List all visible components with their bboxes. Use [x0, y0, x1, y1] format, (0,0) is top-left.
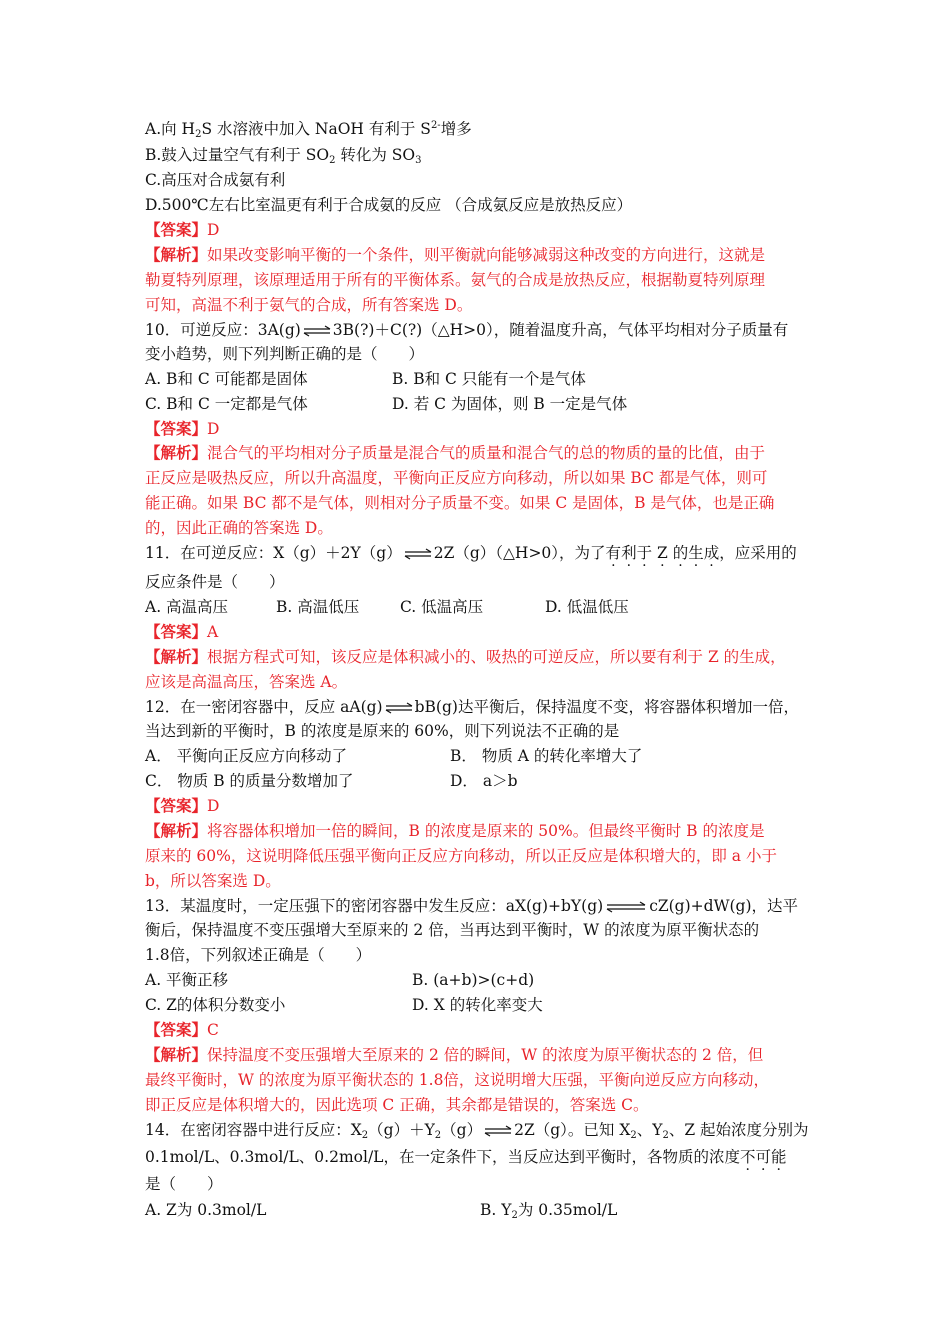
q10-option-d: D. 若 C 为固体，则 B 一定是气体	[392, 395, 628, 413]
q9-analysis-line-3: 可知，高温不利于氨气的合成，所有答案选 D。	[145, 296, 473, 314]
q9-option-c: C.高压对合成氨有利	[145, 171, 286, 189]
q13-stem-line-2: 衡后，保持温度不变压强增大至原来的 2 倍，当再达到平衡时，W 的浓度为原平衡状态的	[145, 921, 760, 939]
equilibrium-arrow-icon	[483, 1125, 513, 1137]
q10-analysis-line-2: 正反应是吸热反应，所以升高温度，平衡向正反应方向移动，所以如果 BC 都是气体，则可	[145, 469, 768, 487]
q12-option-c: C． 物质 B 的质量分数增加了	[145, 772, 354, 790]
q11-option-d: D. 低温低压	[545, 598, 629, 616]
q14-stem-line-3: 是（ ）	[145, 1175, 223, 1193]
q13-stem-line-3: 1.8倍，下列叙述正确是（ ）	[145, 946, 372, 964]
q9-analysis-line-2: 勒夏特列原理，该原理适用于所有的平衡体系。氨气的合成是放热反应，根据勒夏特列原理	[145, 271, 766, 289]
q12-analysis-line-2: 原来的 60%，这说明降低压强平衡向正反应方向移动，所以正反应是体积增大的，即 a 小于	[145, 847, 777, 865]
q13-analysis-line-3: 即正反应是体积增大的，因此选项 C 正确，其余都是错误的，答案选 C。	[145, 1096, 649, 1114]
q10-analysis-line-3: 能正确。如果 BC 都不是气体，则相对分子质量不变。如果 C 是固体，B 是气体，也是正确	[145, 494, 775, 512]
q10-option-c: C. B和 C 一定都是气体	[145, 395, 308, 413]
q13-stem-line-1: 13．某温度时，一定压强下的密闭容器中发生反应：aX(g)+bY(g) cZ(g)+dW(g)，达平	[145, 897, 799, 915]
q11-analysis-line-2: 应该是高温高压，答案选 A。	[145, 673, 348, 691]
q13-option-d: D. X 的转化率变大	[412, 996, 543, 1014]
q10-answer: 【答案】D	[145, 419, 220, 438]
q10-stem-line-2: 变小趋势，则下列判断正确的是（ ）	[145, 345, 425, 363]
q13-option-b: B. (a+b)>(c+d)	[412, 971, 535, 989]
q10-analysis-line-4: 的，因此正确的答案选 D。	[145, 519, 333, 537]
q14-stem-line-2: 0.1mol/L、0.3mol/L、0.2mol/L，在一定条件下，当反应达到平衡时，各物质的浓度不可能	[145, 1148, 787, 1166]
q9-option-a: A.向 $H_2S$ 水溶液中加入 NaOH 有利于 $S^{2-}$增多	[145, 120, 472, 140]
equilibrium-arrow-icon	[384, 702, 414, 714]
q11-answer: 【答案】A	[145, 622, 219, 641]
q10-stem-line-1: 10．可逆反应：3A(g) 3B(?)＋C(?)（△H>0），随着温度升高，气体平均相对分子质量有	[145, 321, 789, 339]
q12-option-b: B． 物质 A 的转化率增大了	[450, 747, 643, 765]
q9-option-b: B.鼓入过量空气有利于 $SO_2$ 转化为 $SO_3$	[145, 146, 422, 166]
q13-analysis-line-1: 【解析】保持温度不变压强增大至原来的 2 倍的瞬间，W 的浓度为原平衡状态的 2 倍，但	[145, 1045, 764, 1064]
q12-stem-line-1: 12．在一密闭容器中，反应 aA(g) bB(g)达平衡后，保持温度不变，将容器体积增加一倍，	[145, 698, 799, 716]
q12-option-d: D． a＞b	[450, 772, 518, 790]
q13-answer: 【答案】C	[145, 1020, 219, 1039]
q14-option-a: A. Z为 0.3mol/L	[145, 1201, 267, 1219]
q11-option-b: B. 高温低压	[276, 598, 360, 616]
q12-stem-line-2: 当达到新的平衡时，B 的浓度是原来的 60%，则下列说法不正确的是	[145, 722, 620, 740]
q11-option-c: C. 低温高压	[400, 598, 484, 616]
q14-option-b: B. $Y_2$为 0.35mol/L	[480, 1201, 618, 1221]
q11-stem-line-2: 反应条件是（ ）	[145, 573, 285, 591]
q12-analysis-line-3: b，所以答案选 D。	[145, 872, 281, 890]
q9-analysis-line-1: 【解析】如果改变影响平衡的一个条件，则平衡就向能够减弱这种改变的方向进行，这就是	[145, 245, 766, 264]
q9-option-d: D.500℃左右比室温更有利于合成氨的反应 （合成氨反应是放热反应）	[145, 196, 633, 214]
equilibrium-arrow-icon	[604, 901, 648, 913]
q11-option-a: A. 高温高压	[145, 598, 229, 616]
q11-analysis-line-1: 【解析】根据方程式可知，该反应是体积减小的、吸热的可逆反应，所以要有利于 Z 的生成，	[145, 647, 786, 666]
q13-option-a: A. 平衡正移	[145, 971, 229, 989]
q10-analysis-line-1: 【解析】混合气的平均相对分子质量是混合气的质量和混合气的总的物质的量的比值，由于	[145, 443, 766, 462]
q13-analysis-line-2: 最终平衡时，W 的浓度为原平衡状态的 1.8倍，这说明增大压强，平衡向逆反应方向移动，	[145, 1071, 769, 1089]
equilibrium-arrow-icon	[403, 548, 433, 560]
q12-option-a: A． 平衡向正反应方向移动了	[145, 747, 348, 765]
q9-answer: 【答案】D	[145, 220, 220, 239]
q10-option-b: B. B和 C 只能有一个是气体	[392, 370, 586, 388]
q12-analysis-line-1: 【解析】将容器体积增加一倍的瞬间，B 的浓度是原来的 50%。但最终平衡时 B 的浓度是	[145, 821, 765, 840]
q13-option-c: C. Z的体积分数变小	[145, 996, 286, 1014]
q14-stem-line-1: 14．在密闭容器中进行反应：$X_2(g)+Y_2(g)$ 2Z（g）。已知 $X_2$、$Y_2$、Z 起始浓度分别为	[145, 1121, 809, 1141]
q12-answer: 【答案】D	[145, 796, 220, 815]
equilibrium-arrow-icon	[302, 325, 332, 337]
q11-stem-line-1: 11．在可逆反应：X（g）＋2Y（g） 2Z（g）（△H>0），为了有利于 Z ·的生成，应采用的	[145, 541, 797, 565]
q10-option-a: A. B和 C 可能都是固体	[145, 370, 308, 388]
